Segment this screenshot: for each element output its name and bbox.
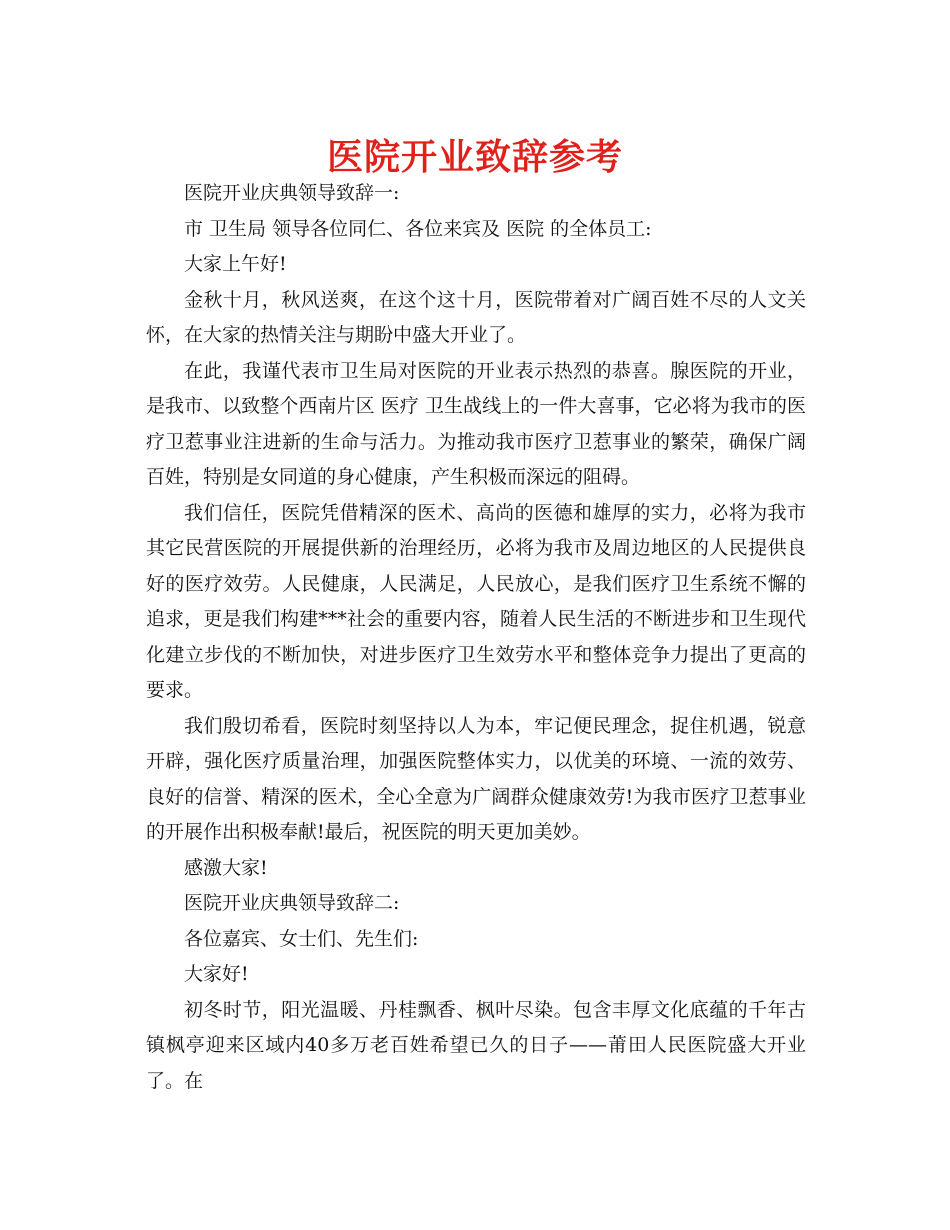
paragraph-5: 在此，我谨代表市卫生局对医院的开业表示热烈的恭喜。腺医院的开业，是我市、以致整个西南片区 医疗 卫生战线上的一件大喜事，它必将为我市的医疗卫惹事业注进新的生命与活力。为推动我市医疗卫惹事业的繁荣，确保广阔百姓，特别是女同道的身心健康，产生积极而深远的阻碍。 [146, 359, 806, 488]
paragraph-7: 我们殷切希看，医院时刻坚持以人为本，牢记便民理念，捉住机遇，锐意开辟，强化医疗质量治理，加强医院整体实力，以优美的环境、一流的效劳、良好的信誉、精深的医术，全心全意为广阔群众健康效劳!为我市医疗卫惹事业的开展作出积极奉献!最后，祝医院的明天更加美妙。 [146, 714, 806, 843]
paragraph-9: 医院开业庆典领导致辞二: [184, 892, 400, 914]
paragraph-12: 初冬时节，阳光温暖、丹桂飘香、枫叶尽染。包含丰厚文化底蕴的千年古镇枫亭迎来区域内40多万老百姓希望已久的日子——莆田人民医院盛大开业了。在 [146, 998, 806, 1092]
paragraph-10: 各位嘉宾、女士们、先生们: [184, 927, 419, 950]
paragraph-6: 我们信任，医院凭借精深的医术、高尚的医德和雄厚的实力，必将为我市其它民营医院的开展提供新的治理经历，必将为我市及周边地区的人民提供良好的医疗效劳。人民健康，人民满足，人民放心，是我们医疗卫生系统不懈的追求，更是我们构建***社会的重要内容，随着人民生活的不断进步和卫生现代化建立步伐的不断加快，对进步医疗卫生效劳水平和整体竞争力提出了更高的要求。 [146, 501, 806, 701]
document-title: 医院开业致辞参考 [326, 137, 623, 178]
paragraph-11: 大家好! [184, 963, 249, 985]
paragraph-8: 感激大家! [184, 856, 268, 879]
paragraph-4: 金秋十月，秋风送爽，在这个这十月，医院带着对广阔百姓不尽的人文关怀，在大家的热情关注与期盼中盛大开业了。 [146, 288, 806, 346]
document-body [146, 176, 806, 1099]
paragraph-2: 市 卫生局 领导各位同仁、各位来宾及 医院 的全体员工: [184, 217, 652, 240]
paragraph-3: 大家上午好! [184, 253, 287, 275]
paragraph-1: 医院开业庆典领导致辞一: [184, 182, 400, 204]
